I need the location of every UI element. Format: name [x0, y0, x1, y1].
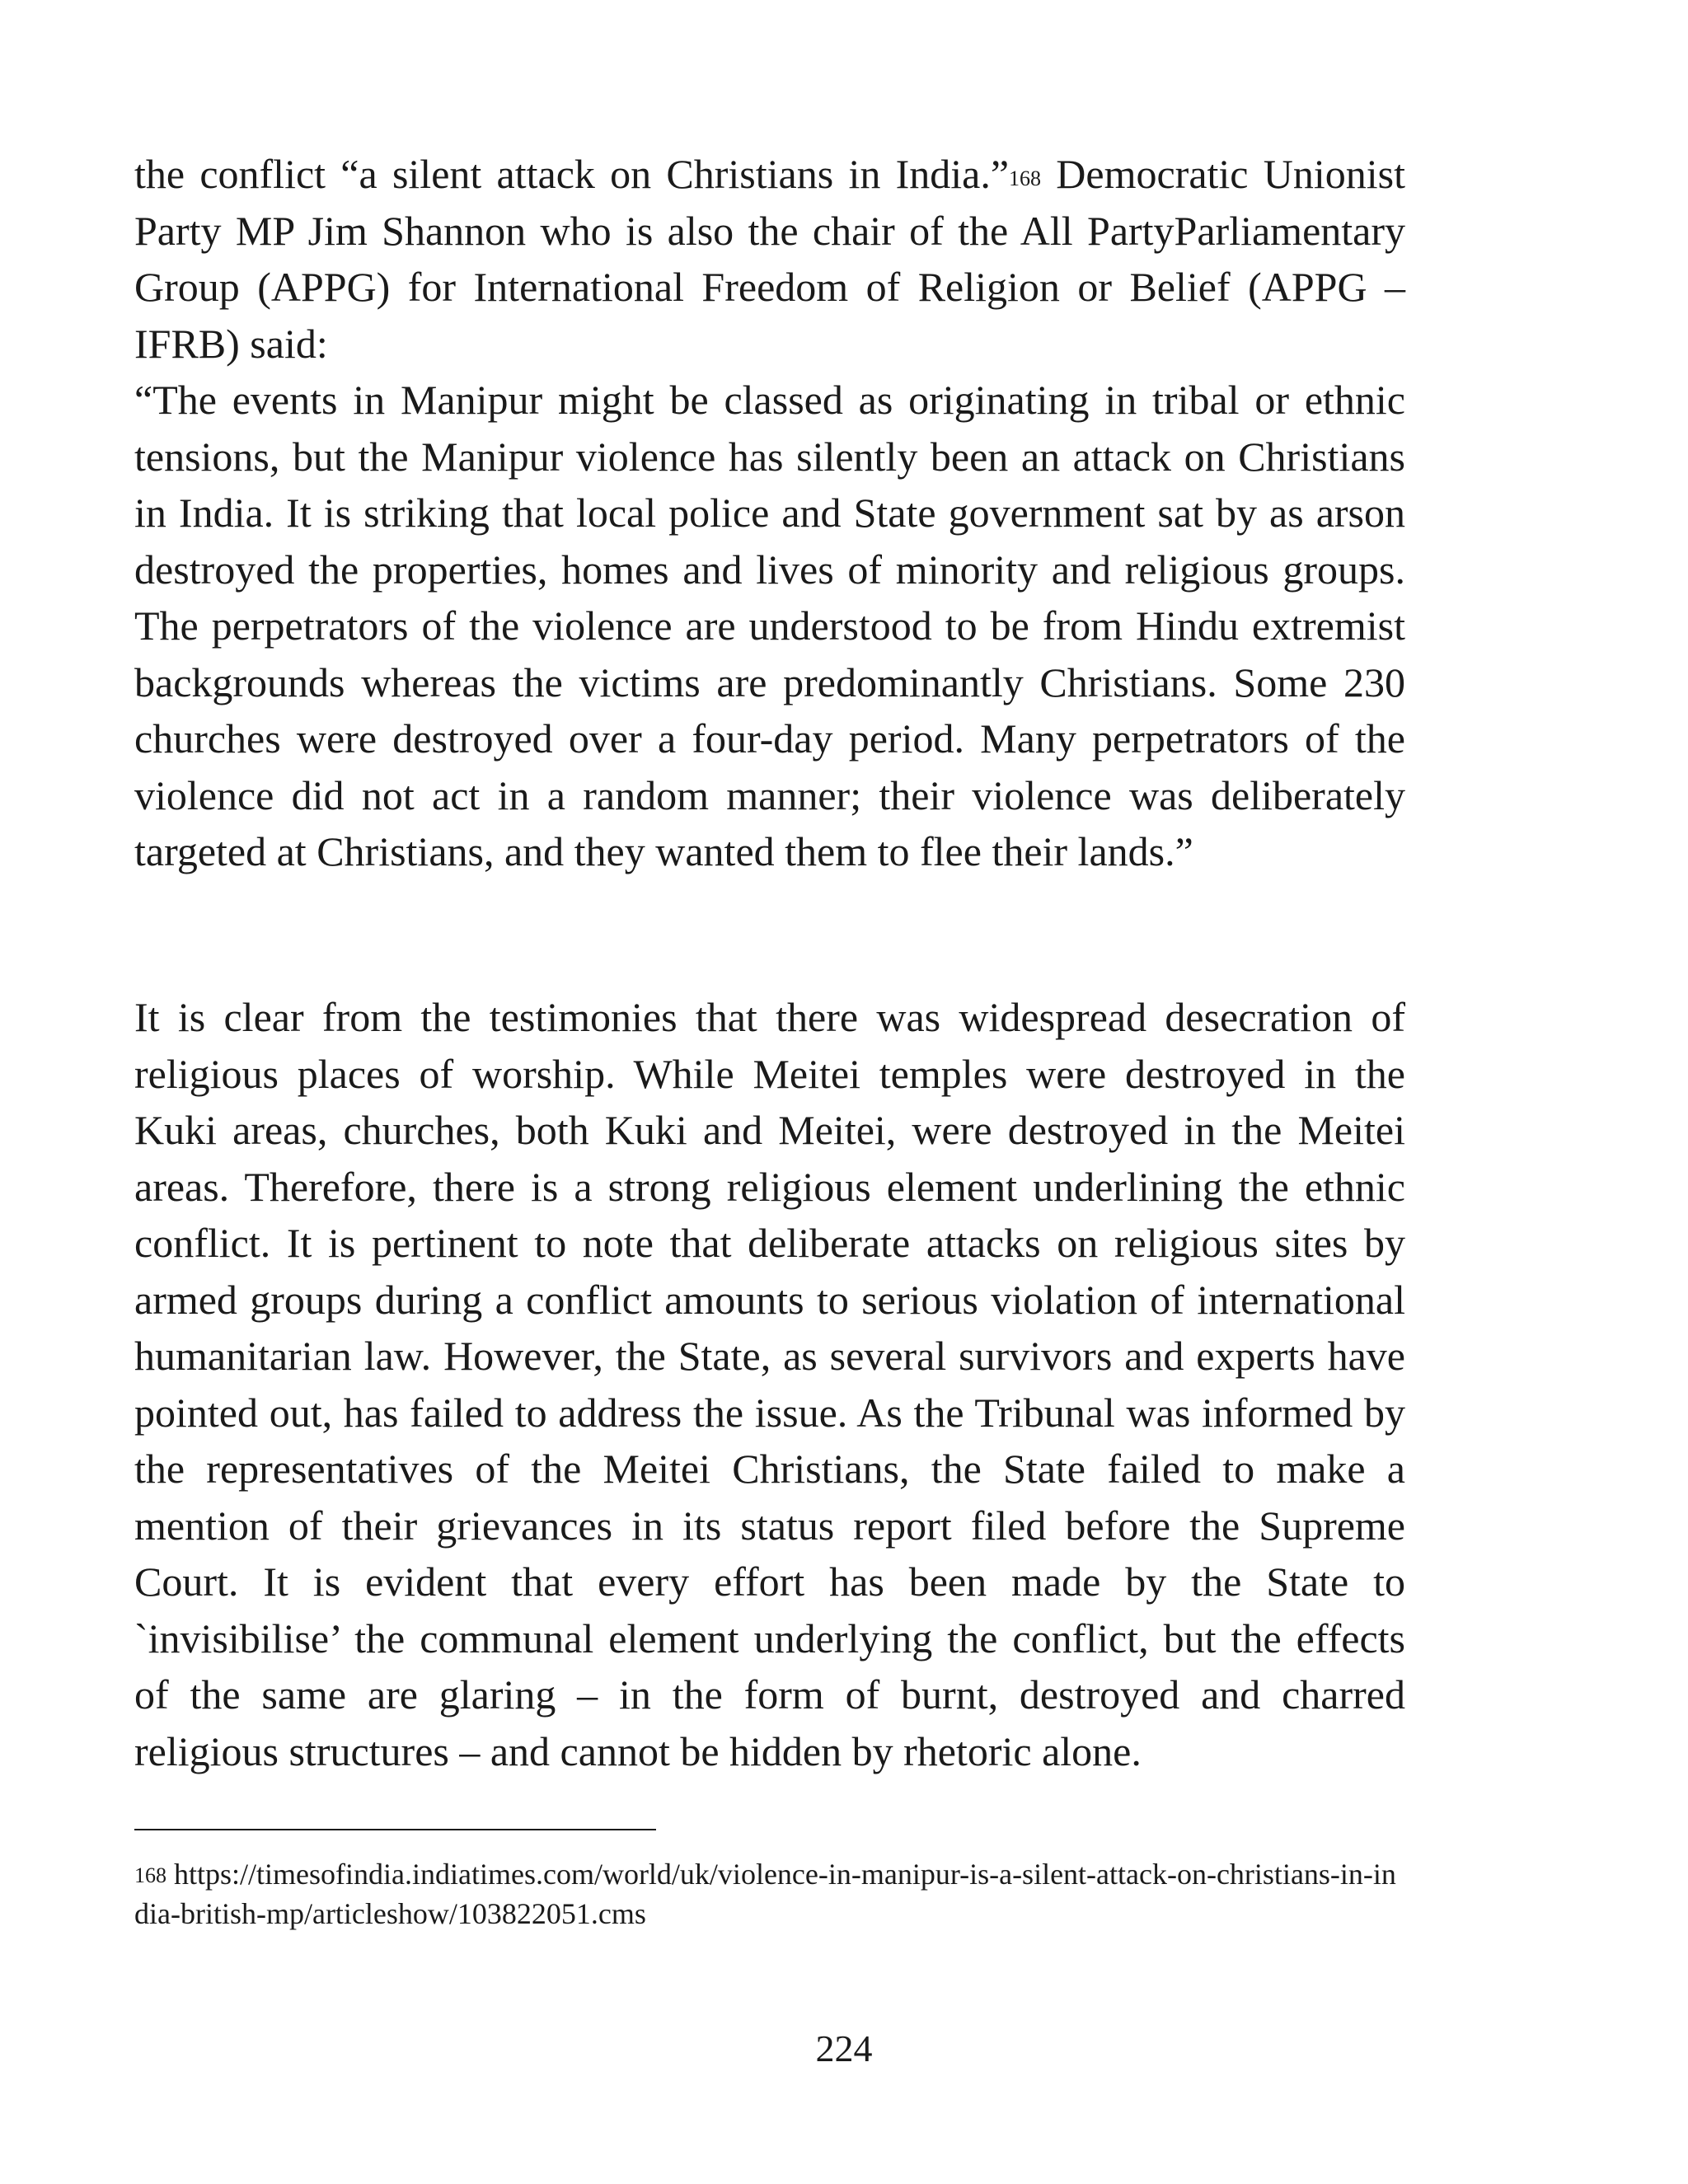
- intro-text-end: Democratic Unionist Party MP Jim Shannon who is also the chair of the All PartyParliamentary Group (APPG) for International Freedom of Religion or Belief (APPG – IFRB) said:: [134, 151, 1405, 367]
- quote-paragraph: “The events in Manipur might be classed as originating in tribal or ethnic tensions, but the Manipur violence has silently been an attack on Christians in India. It is striking that local police and State government sat by as arson destroyed the properties, homes and lives of minority and religious groups. The perpetrators of the violence are understood to be from Hindu extremist backgrounds whereas the victims are predominantly Christians. Some 230 churches were destroyed over a four-day period. Many perpetrators of the violence did not act in a random manner; their violence was deliberately targeted at Christians, and they wanted them to flee their lands.”: [134, 377, 1405, 874]
- intro-paragraph: [134, 146, 1405, 372]
- analysis-paragraph: It is clear from the testimonies that there was widespread desecration of religious places of worship. While Meitei temples were destroyed in the Kuki areas, churches, both Kuki and Meitei, were destroyed in the Meitei areas. Therefore, there is a strong religious element underlining the ethnic conflict. It is pertinent to note that deliberate attacks on religious sites by armed groups during a conflict amounts to serious violation of international humanitarian law. However, the State, as several survivors and experts have pointed out, has failed to address the issue. As the Tribunal was informed by the representatives of the Meitei Christians, the State failed to make a mention of their grievances in its status report filed before the Supreme Court. It is evident that every effort has been made by the State to `invisibilise’ the communal element underlying the conflict, but the effects of the same are glaring – in the form of burnt, destroyed and charred religious structures – and cannot be hidden by rhetoric alone.: [134, 994, 1405, 1774]
- page-number: 224: [815, 2027, 873, 2069]
- footnote-reference: 168: [1009, 166, 1042, 190]
- footnote-url: https://timesofindia.indiatimes.com/world/uk/violence-in-manipur-is-a-silent-attack-on-christians-in-india-british-mp/articleshow/103822051.cms: [134, 1858, 1396, 1930]
- intro-text-start: the conflict “a silent attack on Christians in India.”: [134, 151, 1010, 197]
- footnote: [134, 1854, 1404, 1933]
- footnote-divider: [134, 1829, 656, 1830]
- footnote-number: 168: [134, 1863, 166, 1887]
